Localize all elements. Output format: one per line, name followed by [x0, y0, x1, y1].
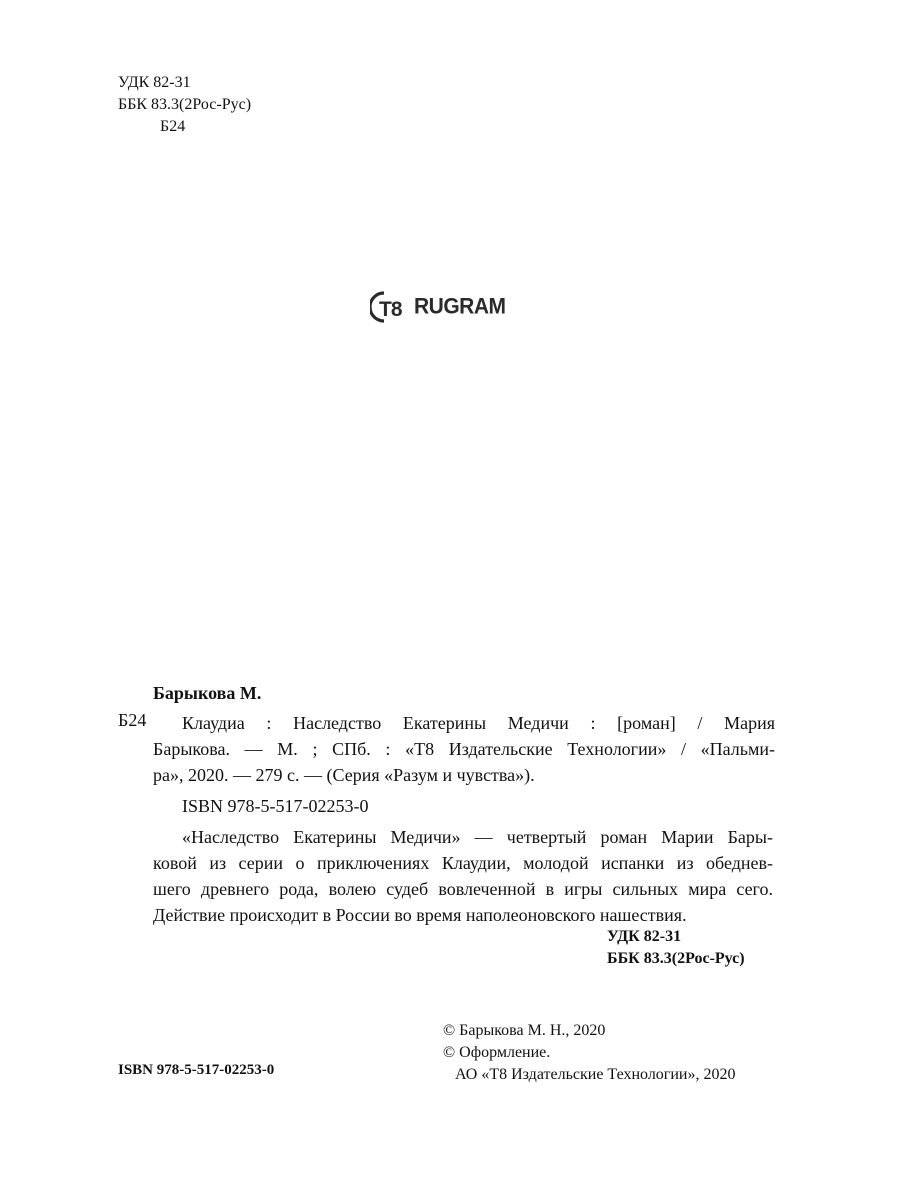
- logo-text: RUGRAM: [414, 294, 506, 319]
- catalog-line: Клаудиа : Наследство Екатерины Медичи : [роман] / Мария: [182, 713, 775, 733]
- udk-code-bottom: УДК 82-31: [607, 928, 682, 945]
- catalog-line: ра», 2020. — 279 с. — (Серия «Разум и чувства»).: [153, 765, 535, 785]
- catalog-code: Б24: [118, 710, 147, 730]
- copyright-design: © Оформление.: [443, 1044, 551, 1061]
- copyright-author: © Барыкова М. Н., 2020: [443, 1022, 606, 1039]
- copyright-publisher: АО «Т8 Издательские Технологии», 2020: [455, 1066, 736, 1083]
- author-mark: Б24: [160, 118, 186, 135]
- annotation-line: Действие происходит в России во время наполеоновского нашествия.: [153, 905, 687, 925]
- publisher-logo: [370, 290, 506, 324]
- svg-text:T8: T8: [379, 298, 402, 321]
- catalog-line: Барыкова. — М. ; СПб. : «Т8 Издательские Технологии» / «Пальми-: [153, 739, 775, 759]
- catalog-isbn: ISBN 978-5-517-02253-0: [182, 796, 369, 816]
- annotation-line: «Наследство Екатерины Медичи» — четвертый роман Марии Бары-: [182, 827, 773, 847]
- annotation-line: ковой из серии о приключениях Клаудии, молодой испанки из обеднев-: [153, 853, 773, 873]
- bbk-code-bottom: ББК 83.3(2Рос-Рус): [607, 950, 745, 967]
- udk-code: УДК 82-31: [118, 74, 191, 91]
- bbk-code: ББК 83.3(2Рос-Рус): [118, 96, 252, 113]
- copyright-block: [443, 1020, 736, 1086]
- catalog-author: Барыкова М.: [153, 683, 262, 703]
- catalog-description: [153, 710, 775, 788]
- bottom-classification: [607, 926, 745, 970]
- annotation: [153, 824, 773, 928]
- annotation-line: шего древнего рода, волею судеб вовлеченной в игры сильных мира сего.: [153, 879, 773, 899]
- t8-badge-icon: [370, 290, 414, 324]
- isbn-bottom: ISBN 978-5-517-02253-0: [118, 1062, 275, 1078]
- top-classification: [118, 72, 251, 138]
